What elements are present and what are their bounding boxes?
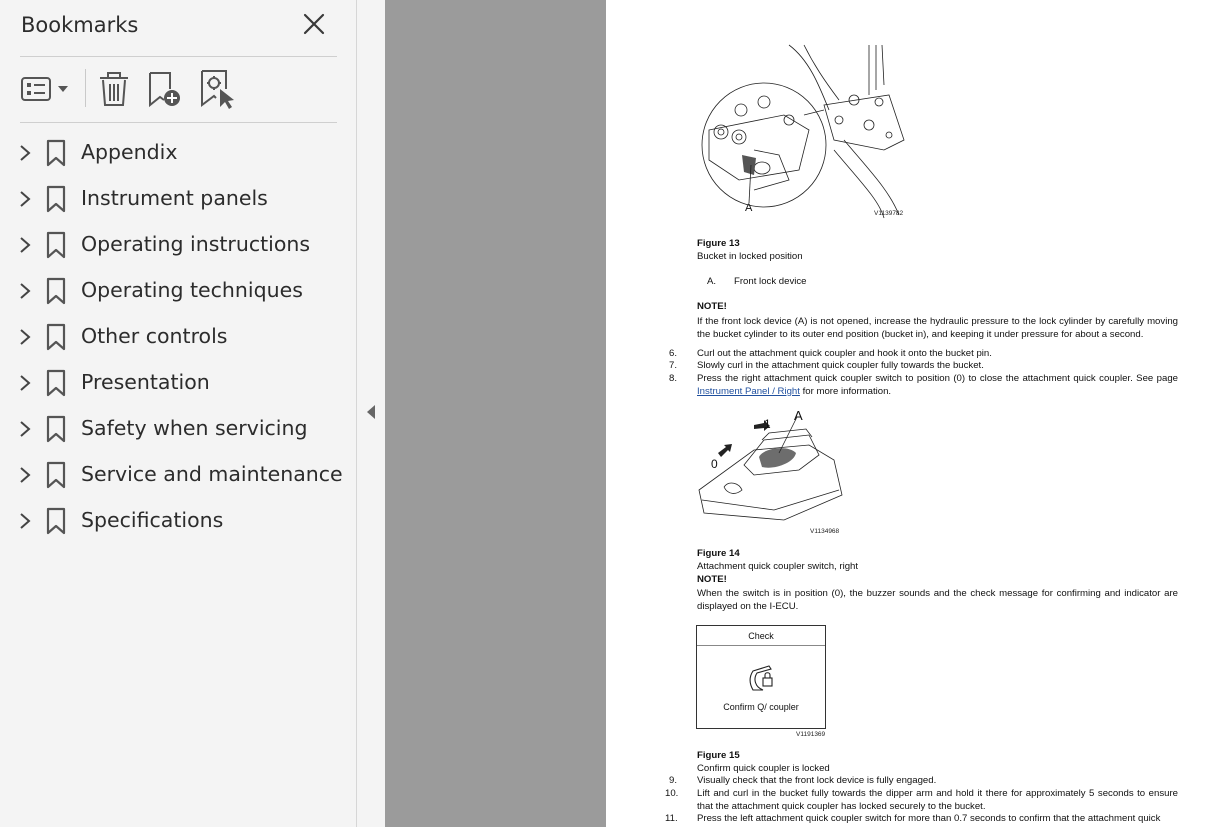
note-2-text: When the switch is in position (0), the buzzer sounds and the check message for confirming and indicator are displayed on the I-ECU. [697, 588, 1178, 612]
note-1-label: NOTE! [697, 301, 727, 312]
chevron-right-icon[interactable] [17, 373, 33, 393]
bookmark-icon [45, 461, 67, 489]
bookmark-operating-instructions[interactable] [0, 222, 357, 268]
bookmark-label: Safety when servicing [81, 416, 308, 440]
step-number: 6. [669, 348, 678, 359]
step-text: Curl out the attachment quick coupler and hook it onto the bucket pin. [697, 348, 992, 359]
bookmarks-toolbar [0, 57, 357, 121]
figure-15-title: Figure 15 [697, 750, 740, 761]
check-footer: Confirm Q/ coupler [723, 702, 799, 712]
figure-14-position-0: 0 [711, 457, 718, 471]
chevron-right-icon[interactable] [17, 143, 33, 163]
figure-15-illustration [696, 625, 826, 729]
figure-13-legend-text: Front lock device [734, 276, 807, 287]
bookmark-icon [45, 415, 67, 443]
figure-15-image-id: V1191369 [796, 731, 826, 738]
bookmark-icon [45, 323, 67, 351]
bookmark-operating-techniques[interactable] [0, 268, 357, 314]
figure-15-caption: Confirm quick coupler is locked [697, 763, 830, 774]
collapse-panel-button[interactable] [357, 0, 385, 827]
document-page [606, 0, 1229, 827]
step-number: 10. [665, 788, 679, 799]
chevron-right-icon[interactable] [17, 235, 33, 255]
figure-13-caption: Bucket in locked position [697, 251, 803, 262]
step-text: Press the left attachment quick coupler switch for more than 0.7 seconds to confirm that the attachment quick [697, 813, 1161, 824]
close-icon[interactable] [300, 10, 328, 38]
figure-14-illustration [694, 405, 854, 535]
toolbar-separator [85, 69, 86, 107]
chevron-right-icon[interactable] [17, 281, 33, 301]
step-number: 9. [669, 775, 678, 786]
chevron-right-icon[interactable] [17, 465, 33, 485]
bookmark-icon [45, 369, 67, 397]
instrument-panel-right-link[interactable]: Instrument Panel / Right [697, 385, 800, 397]
step-text: Visually check that the front lock device is fully engaged. [697, 775, 937, 786]
figure-14-title: Figure 14 [697, 548, 740, 559]
step-8-text [697, 373, 1178, 398]
bucket-lock-icon [747, 663, 777, 693]
options-button[interactable] [20, 67, 72, 111]
add-bookmark-icon [146, 67, 186, 111]
figure-13-image-id: V1139782 [874, 210, 904, 217]
bookmark-specifications[interactable] [0, 498, 357, 544]
bookmark-selection-icon [198, 67, 238, 111]
bookmark-label: Presentation [81, 370, 210, 394]
bookmarks-panel [0, 0, 357, 827]
bookmark-safety-when-servicing[interactable] [0, 406, 357, 452]
figure-14-callout-a: A [794, 408, 803, 423]
bookmark-other-controls[interactable] [0, 314, 357, 360]
list-options-icon [20, 67, 72, 111]
collapse-left-icon [365, 403, 377, 421]
figure-13-title: Figure 13 [697, 238, 740, 249]
bookmark-icon [45, 139, 67, 167]
bookmark-icon [45, 231, 67, 259]
bookmark-label: Instrument panels [81, 186, 268, 210]
toolbar-divider [20, 122, 337, 123]
check-header: Check [697, 626, 825, 646]
step-number: 8. [669, 373, 678, 384]
figure-13-callout: A [745, 202, 753, 214]
step-text: Slowly curl in the attachment quick coupler fully towards the bucket. [697, 360, 984, 371]
bookmark-appendix[interactable] [0, 130, 357, 176]
figure-14-image-id: V1134968 [810, 528, 840, 535]
chevron-right-icon[interactable] [17, 327, 33, 347]
bookmarks-header [0, 0, 357, 56]
note-1-text: If the front lock device (A) is not opened, increase the hydraulic pressure to the lock cylinder by carefully moving the bucket cylinder to its outer end position (bucket in), and keeping it under pressure for about a second. [697, 316, 1178, 340]
bookmark-label: Operating techniques [81, 278, 303, 302]
figure-13-illustration [694, 40, 909, 220]
bookmark-label: Operating instructions [81, 232, 311, 256]
bookmark-instrument-panels[interactable] [0, 176, 357, 222]
bookmark-label: Specifications [81, 508, 224, 532]
step-text: Lift and curl in the bucket fully towards the dipper arm and hold it there for approximately 5 seconds to ensure that the attachment quick coupler has locked securely to the bucket. [697, 788, 1178, 812]
figure-13-legend-key: A. [707, 276, 717, 287]
chevron-right-icon[interactable] [17, 419, 33, 439]
bookmark-service-and-maintenance[interactable] [0, 452, 357, 498]
step-text-after: for more information. [799, 385, 892, 397]
bookmarks-title: Bookmarks [21, 13, 139, 37]
delete-bookmark-button[interactable] [96, 67, 132, 111]
bookmark-label: Appendix [81, 140, 178, 164]
bookmark-presentation[interactable] [0, 360, 357, 406]
figure-14-position-1: 1 [764, 417, 771, 431]
bookmark-label: Other controls [81, 324, 228, 348]
bookmark-icon [45, 185, 67, 213]
new-bookmark-from-selection-button[interactable] [198, 67, 238, 111]
chevron-right-icon[interactable] [17, 511, 33, 531]
add-bookmark-button[interactable] [146, 67, 186, 111]
figure-14-caption: Attachment quick coupler switch, right [697, 561, 859, 572]
step-number: 11. [665, 813, 678, 824]
trash-icon [96, 67, 132, 111]
step-text: Press the right attachment quick coupler switch to position (0) to close the attachment quick coupler. See page [697, 373, 1178, 384]
bookmark-label: Service and maintenance [81, 462, 343, 486]
step-number: 7. [669, 360, 678, 371]
note-2-label: NOTE! [697, 574, 727, 585]
bookmark-icon [45, 507, 67, 535]
chevron-right-icon[interactable] [17, 189, 33, 209]
bookmark-icon [45, 277, 67, 305]
